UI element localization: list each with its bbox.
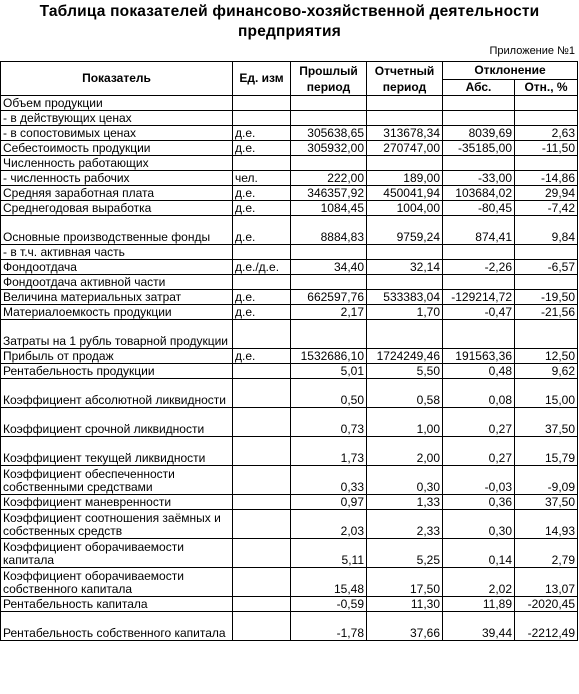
abs-deviation-cell: 0,08 — [443, 379, 515, 408]
table-row — [1, 408, 578, 437]
prev-period-cell: 1532686,10 — [291, 349, 367, 364]
rel-deviation-cell: 15,79 — [515, 437, 578, 466]
current-period-cell: 9759,24 — [367, 216, 443, 245]
indicator-cell: Прибыль от продаж — [1, 349, 233, 364]
prev-period-cell: 2,17 — [291, 305, 367, 320]
abs-deviation-cell: -33,00 — [443, 171, 515, 186]
table-row — [1, 156, 578, 171]
table-body — [1, 96, 578, 641]
rel-deviation-cell: 37,50 — [515, 408, 578, 437]
header-current-period: Отчетный период — [367, 62, 443, 96]
indicator-cell: Средняя заработная плата — [1, 186, 233, 201]
prev-period-cell — [291, 96, 367, 111]
abs-deviation-cell: -2,26 — [443, 260, 515, 275]
indicator-cell: - численность рабочих — [1, 171, 233, 186]
rel-deviation-cell — [515, 245, 578, 260]
rel-deviation-cell: 2,63 — [515, 126, 578, 141]
abs-deviation-cell: 39,44 — [443, 612, 515, 641]
prev-period-cell: 2,03 — [291, 510, 367, 539]
unit-cell — [233, 568, 291, 597]
header-rel: Отн., % — [515, 80, 578, 96]
indicator-cell: - в действующих ценах — [1, 111, 233, 126]
prev-period-cell: 1084,45 — [291, 201, 367, 216]
header-unit: Ед. изм — [233, 62, 291, 96]
prev-period-cell: 5,11 — [291, 539, 367, 568]
current-period-cell: 2,33 — [367, 510, 443, 539]
table-row — [1, 186, 578, 201]
unit-cell — [233, 96, 291, 111]
table-row — [1, 349, 578, 364]
current-period-cell: 533383,04 — [367, 290, 443, 305]
table-row — [1, 305, 578, 320]
unit-cell: д.е. — [233, 349, 291, 364]
indicator-cell: Материалоемкость продукции — [1, 305, 233, 320]
current-period-cell: 2,00 — [367, 437, 443, 466]
header-deviation: Отклонение — [443, 62, 578, 80]
current-period-cell: 313678,34 — [367, 126, 443, 141]
abs-deviation-cell: 2,02 — [443, 568, 515, 597]
table-row — [1, 379, 578, 408]
abs-deviation-cell: -35185,00 — [443, 141, 515, 156]
indicator-cell: Основные производственные фонды — [1, 216, 233, 245]
current-period-cell: 11,30 — [367, 597, 443, 612]
unit-cell: д.е. — [233, 216, 291, 245]
prev-period-cell: -1,78 — [291, 612, 367, 641]
appendix-label: Приложение №1 — [489, 45, 575, 57]
table-row — [1, 111, 578, 126]
title-line-1: Таблица показателей финансово-хозяйственной деятельности — [39, 3, 540, 20]
rel-deviation-cell: 29,94 — [515, 186, 578, 201]
unit-cell — [233, 320, 291, 349]
prev-period-cell: 8884,83 — [291, 216, 367, 245]
prev-period-cell: -0,59 — [291, 597, 367, 612]
abs-deviation-cell: 11,89 — [443, 597, 515, 612]
indicator-cell: Коэффициент срочной ликвидности — [1, 408, 233, 437]
rel-deviation-cell: 15,00 — [515, 379, 578, 408]
current-period-cell — [367, 156, 443, 171]
prev-period-cell: 0,97 — [291, 495, 367, 510]
prev-period-cell — [291, 156, 367, 171]
abs-deviation-cell: 874,41 — [443, 216, 515, 245]
table-row — [1, 245, 578, 260]
current-period-cell — [367, 320, 443, 349]
indicator-cell: Рентабельность продукции — [1, 364, 233, 379]
title-line-2: предприятия — [237, 23, 342, 40]
abs-deviation-cell: 0,30 — [443, 510, 515, 539]
unit-cell — [233, 539, 291, 568]
unit-cell: д.е./д.е. — [233, 260, 291, 275]
current-period-cell: 5,50 — [367, 364, 443, 379]
indicator-cell: Среднегодовая выработка — [1, 201, 233, 216]
rel-deviation-cell: -21,56 — [515, 305, 578, 320]
prev-period-cell: 34,40 — [291, 260, 367, 275]
unit-cell — [233, 156, 291, 171]
table-row — [1, 320, 578, 349]
rel-deviation-cell: -6,57 — [515, 260, 578, 275]
rel-deviation-cell: 9,62 — [515, 364, 578, 379]
table-row — [1, 495, 578, 510]
unit-cell — [233, 379, 291, 408]
rel-deviation-cell: -2020,45 — [515, 597, 578, 612]
prev-period-cell: 1,73 — [291, 437, 367, 466]
rel-deviation-cell — [515, 111, 578, 126]
table-row — [1, 216, 578, 245]
indicator-cell: Рентабельность собственного капитала — [1, 612, 233, 641]
current-period-cell: 1,70 — [367, 305, 443, 320]
table-row — [1, 612, 578, 641]
abs-deviation-cell: -0,47 — [443, 305, 515, 320]
table-row — [1, 260, 578, 275]
rel-deviation-cell: -11,50 — [515, 141, 578, 156]
indicator-cell: Коэффициент оборачиваемости собственного капитала — [1, 568, 233, 597]
table-title — [0, 2, 579, 42]
prev-period-cell: 346357,92 — [291, 186, 367, 201]
unit-cell — [233, 466, 291, 495]
prev-period-cell: 0,33 — [291, 466, 367, 495]
abs-deviation-cell: 103684,02 — [443, 186, 515, 201]
current-period-cell — [367, 275, 443, 290]
abs-deviation-cell: 191563,36 — [443, 349, 515, 364]
current-period-cell: 1,00 — [367, 408, 443, 437]
abs-deviation-cell: 0,27 — [443, 437, 515, 466]
rel-deviation-cell: -7,42 — [515, 201, 578, 216]
current-period-cell — [367, 245, 443, 260]
table-row — [1, 597, 578, 612]
rel-deviation-cell — [515, 320, 578, 349]
unit-cell: д.е. — [233, 186, 291, 201]
abs-deviation-cell: 0,27 — [443, 408, 515, 437]
current-period-cell: 32,14 — [367, 260, 443, 275]
indicator-cell: Численность работающих — [1, 156, 233, 171]
table-row — [1, 510, 578, 539]
prev-period-cell — [291, 111, 367, 126]
rel-deviation-cell: 13,07 — [515, 568, 578, 597]
current-period-cell: 189,00 — [367, 171, 443, 186]
unit-cell: д.е. — [233, 141, 291, 156]
indicator-cell: Коэффициент маневренности — [1, 495, 233, 510]
abs-deviation-cell: -0,03 — [443, 466, 515, 495]
table-row — [1, 437, 578, 466]
table-row — [1, 126, 578, 141]
unit-cell — [233, 495, 291, 510]
indicator-cell: Объем продукции — [1, 96, 233, 111]
unit-cell — [233, 364, 291, 379]
unit-cell — [233, 437, 291, 466]
prev-period-cell: 222,00 — [291, 171, 367, 186]
prev-period-cell: 305638,65 — [291, 126, 367, 141]
rel-deviation-cell: 14,93 — [515, 510, 578, 539]
unit-cell: д.е. — [233, 126, 291, 141]
prev-period-cell: 305932,00 — [291, 141, 367, 156]
rel-deviation-cell: -2212,49 — [515, 612, 578, 641]
rel-deviation-cell: -14,86 — [515, 171, 578, 186]
current-period-cell: 17,50 — [367, 568, 443, 597]
prev-period-cell — [291, 245, 367, 260]
indicator-cell: Затраты на 1 рубль товарной продукции — [1, 320, 233, 349]
rel-deviation-cell: 37,50 — [515, 495, 578, 510]
table-row — [1, 539, 578, 568]
prev-period-cell: 662597,76 — [291, 290, 367, 305]
indicator-cell: Фондоотдача — [1, 260, 233, 275]
indicator-cell: Величина материальных затрат — [1, 290, 233, 305]
rel-deviation-cell: -9,09 — [515, 466, 578, 495]
header-abs: Абс. — [443, 80, 515, 96]
table-row — [1, 290, 578, 305]
rel-deviation-cell — [515, 156, 578, 171]
table-row — [1, 275, 578, 290]
unit-cell — [233, 612, 291, 641]
indicator-cell: Себестоимость продукции — [1, 141, 233, 156]
prev-period-cell — [291, 320, 367, 349]
current-period-cell: 1,33 — [367, 495, 443, 510]
prev-period-cell: 0,50 — [291, 379, 367, 408]
indicator-cell: - в сопостовимых ценах — [1, 126, 233, 141]
header-prev-period: Прошлый период — [291, 62, 367, 96]
table-row — [1, 141, 578, 156]
current-period-cell — [367, 96, 443, 111]
unit-cell: д.е. — [233, 305, 291, 320]
header-indicator: Показатель — [1, 62, 233, 96]
current-period-cell: 5,25 — [367, 539, 443, 568]
indicator-cell: Рентабельность капитала — [1, 597, 233, 612]
table-row — [1, 466, 578, 495]
indicator-cell: Коэффициент обеспеченности собственными средствами — [1, 466, 233, 495]
abs-deviation-cell: -80,45 — [443, 201, 515, 216]
table-row — [1, 568, 578, 597]
unit-cell — [233, 245, 291, 260]
table-row — [1, 364, 578, 379]
current-period-cell: 1724249,46 — [367, 349, 443, 364]
table-row — [1, 201, 578, 216]
table-row — [1, 96, 578, 111]
abs-deviation-cell — [443, 275, 515, 290]
abs-deviation-cell — [443, 320, 515, 349]
rel-deviation-cell: -19,50 — [515, 290, 578, 305]
rel-deviation-cell: 2,79 — [515, 539, 578, 568]
indicator-cell: Коэффициент текущей ликвидности — [1, 437, 233, 466]
current-period-cell: 270747,00 — [367, 141, 443, 156]
rel-deviation-cell: 12,50 — [515, 349, 578, 364]
abs-deviation-cell: 0,48 — [443, 364, 515, 379]
abs-deviation-cell: 8039,69 — [443, 126, 515, 141]
abs-deviation-cell: 0,14 — [443, 539, 515, 568]
abs-deviation-cell — [443, 111, 515, 126]
current-period-cell: 37,66 — [367, 612, 443, 641]
current-period-cell: 0,30 — [367, 466, 443, 495]
unit-cell — [233, 408, 291, 437]
indicator-cell: Коэффициент соотношения заёмных и собственных средств — [1, 510, 233, 539]
abs-deviation-cell — [443, 245, 515, 260]
unit-cell: д.е. — [233, 201, 291, 216]
rel-deviation-cell — [515, 96, 578, 111]
indicator-cell: - в т.ч. активная часть — [1, 245, 233, 260]
prev-period-cell: 5,01 — [291, 364, 367, 379]
rel-deviation-cell — [515, 275, 578, 290]
abs-deviation-cell — [443, 96, 515, 111]
unit-cell: д.е. — [233, 290, 291, 305]
abs-deviation-cell — [443, 156, 515, 171]
indicator-cell: Коэффициент абсолютной ликвидности — [1, 379, 233, 408]
financial-indicators-table — [0, 61, 578, 641]
unit-cell — [233, 275, 291, 290]
unit-cell — [233, 510, 291, 539]
current-period-cell: 1004,00 — [367, 201, 443, 216]
prev-period-cell: 0,73 — [291, 408, 367, 437]
current-period-cell: 450041,94 — [367, 186, 443, 201]
indicator-cell: Коэффициент оборачиваемости капитала — [1, 539, 233, 568]
rel-deviation-cell: 9,84 — [515, 216, 578, 245]
prev-period-cell — [291, 275, 367, 290]
unit-cell — [233, 111, 291, 126]
table-row — [1, 171, 578, 186]
prev-period-cell: 15,48 — [291, 568, 367, 597]
current-period-cell — [367, 111, 443, 126]
unit-cell: чел. — [233, 171, 291, 186]
abs-deviation-cell: 0,36 — [443, 495, 515, 510]
current-period-cell: 0,58 — [367, 379, 443, 408]
indicator-cell: Фондоотдача активной части — [1, 275, 233, 290]
unit-cell — [233, 597, 291, 612]
abs-deviation-cell: -129214,72 — [443, 290, 515, 305]
